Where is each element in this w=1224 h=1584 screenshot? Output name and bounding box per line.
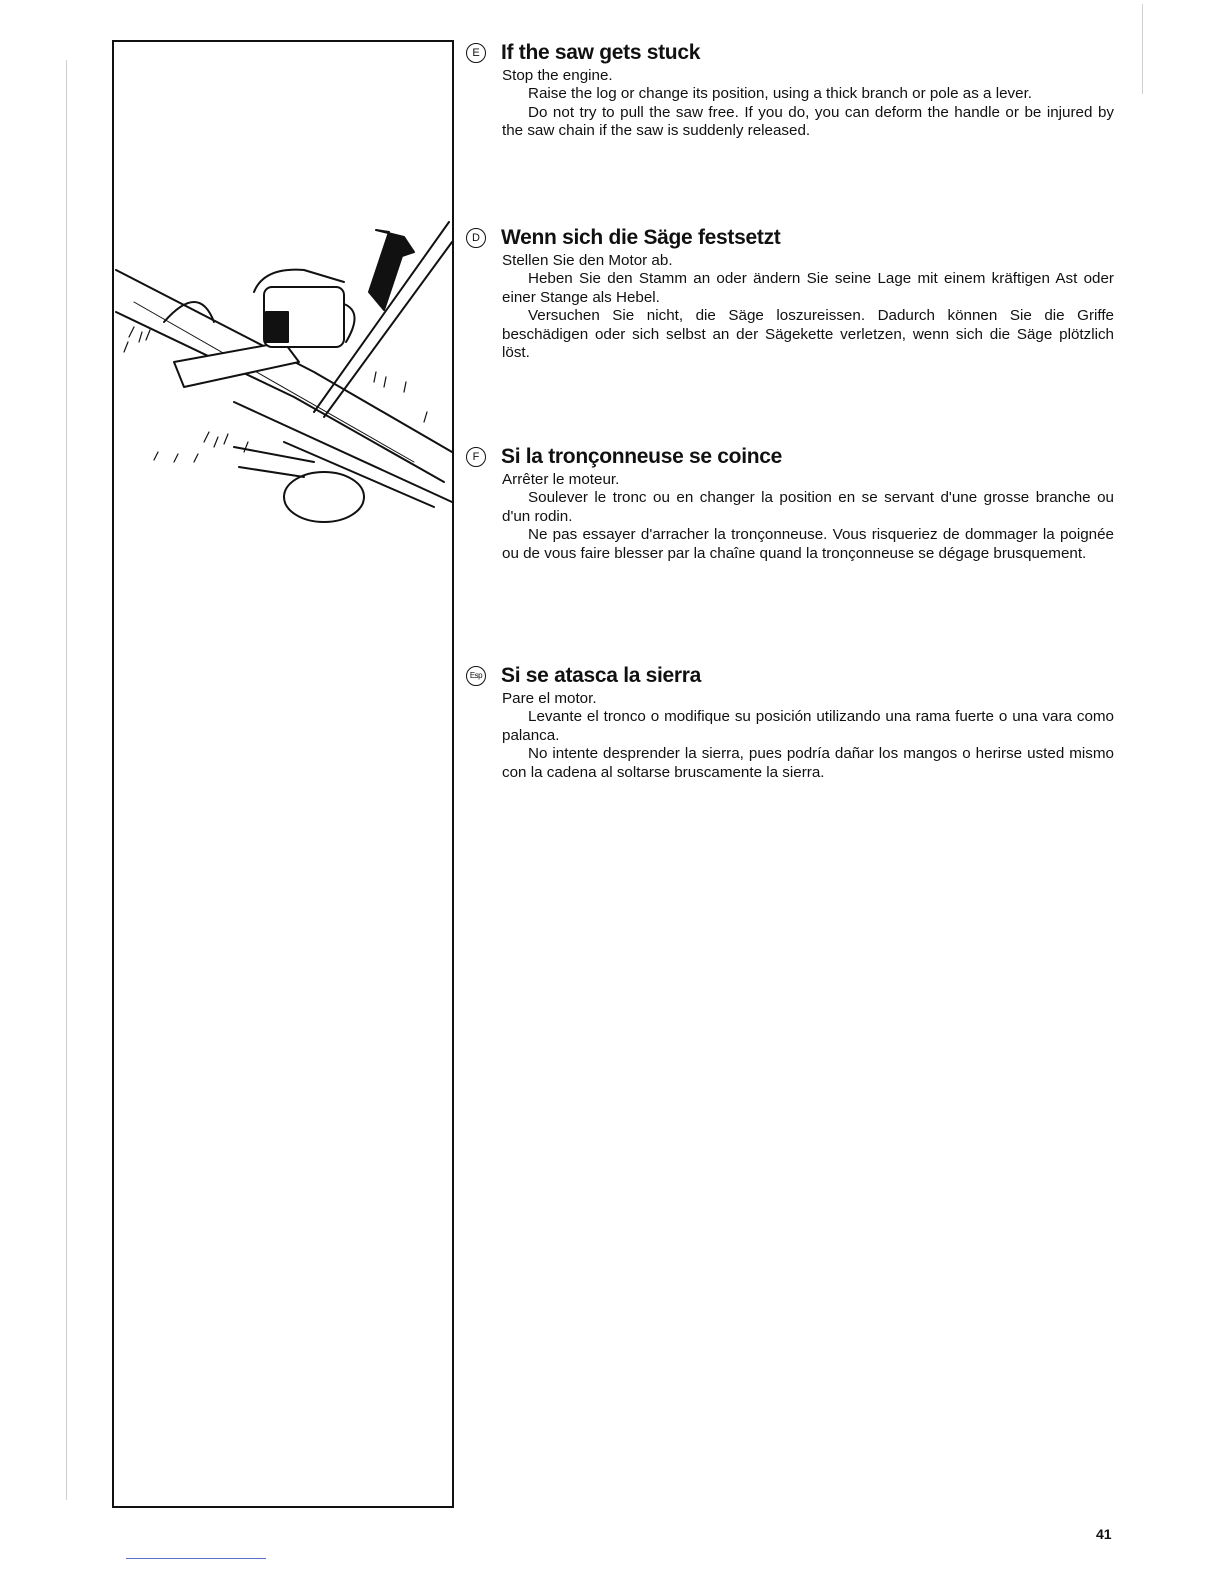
- paragraph: Heben Sie den Stamm an oder ändern Sie seine Lage mit einem kräftigen Ast oder einer Stange als Hebel.: [502, 270, 1114, 306]
- paragraph: Do not try to pull the saw free. If you do, you can deform the handle or be injured by the saw chain if the saw is suddenly released.: [502, 103, 1114, 140]
- section-heading: [466, 224, 1114, 252]
- section-title: Si se atasca la sierra: [501, 664, 702, 687]
- section-heading: [466, 662, 1114, 690]
- section-body: [502, 67, 1114, 141]
- paragraph: Arrêter le moteur.: [502, 471, 620, 488]
- section-french: [466, 443, 1114, 563]
- paragraph: Raise the log or change its position, using a thick branch or pole as a lever.: [528, 85, 1033, 103]
- paragraph: Soulever le tronc ou en changer la position en se servant d'une grosse branche ou d'un rodin.: [502, 489, 1114, 525]
- section-title: Wenn sich die Säge festsetzt: [501, 226, 781, 249]
- paragraph: Levante el tronco o modifique su posición utilizando una rama fuerte o una vara como palanca.: [502, 708, 1114, 744]
- section-english: [466, 39, 1114, 141]
- paragraph: Pare el motor.: [502, 690, 597, 707]
- chainsaw-stuck-in-log-illustration: [114, 42, 456, 542]
- language-badge-icon: D: [466, 228, 486, 248]
- page-number: 41: [1096, 1526, 1112, 1542]
- illustration-panel: [112, 40, 454, 1508]
- section-body: [502, 690, 1114, 782]
- scan-edge-left: [66, 60, 67, 1500]
- paragraph: Stellen Sie den Motor ab.: [502, 252, 673, 269]
- language-badge-icon: E: [466, 43, 486, 63]
- section-body: [502, 252, 1114, 362]
- language-badge-icon: Esp: [466, 666, 486, 686]
- paragraph: Stop the engine.: [502, 67, 613, 84]
- section-german: [466, 224, 1114, 362]
- language-badge-icon: F: [466, 447, 486, 467]
- paragraph: No intente desprender la sierra, pues podría dañar los mangos o herirse usted mismo con la cadena al soltarse bruscamente la sierra.: [502, 745, 1114, 781]
- paragraph: Versuchen Sie nicht, die Säge loszureissen. Dadurch können Sie die Griffe beschädigen oder sich selbst an der Sägekette verletzen, wenn sich die Säge plötzlich löst.: [502, 307, 1114, 362]
- section-body: [502, 471, 1114, 563]
- section-spanish: [466, 662, 1114, 782]
- paragraph: Ne pas essayer d'arracher la tronçonneuse. Vous risqueriez de dommager la poignée ou de vous faire blesser par la chaîne quand la tronçonneuse se dégage brusquement.: [502, 526, 1114, 562]
- footer-rule: [126, 1558, 266, 1559]
- scan-edge-right: [1142, 4, 1143, 94]
- section-heading: [466, 443, 1114, 471]
- section-title: Si la tronçonneuse se coince: [501, 445, 783, 468]
- section-heading: [466, 39, 1114, 67]
- section-title: If the saw gets stuck: [501, 41, 701, 64]
